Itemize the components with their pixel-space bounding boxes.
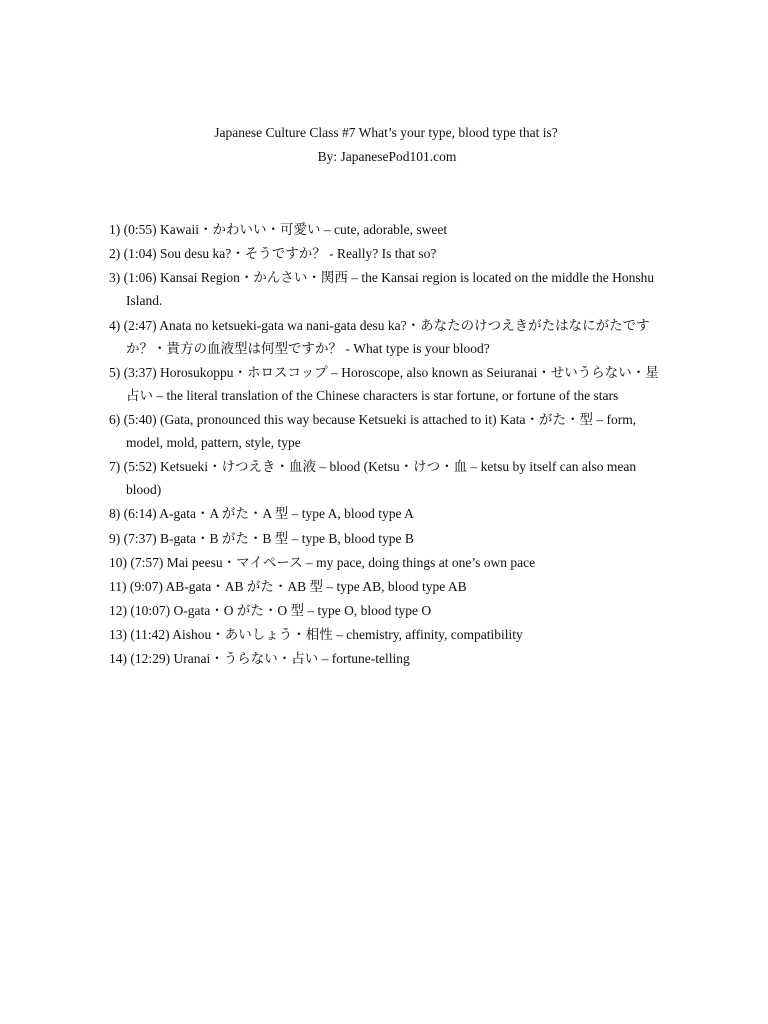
list-item: 10) (7:57) Mai peesu・マイペース – my pace, doing things at one’s own pace xyxy=(109,554,536,570)
list-item: 13) (11:42) Aishou・あいしょう・相性 – chemistry, affinity, compatibility xyxy=(109,627,523,643)
list-item: 3) (1:06) Kansai Region・かんさい・関西 – the Kansai region is located on the middle the Honshu Island. xyxy=(109,270,655,309)
list-item: 6) (5:40) (Gata, pronounced this way because Ketsueki is attached to it) Kata・がた・型 – form, model, mold, pattern, style, type xyxy=(109,411,637,450)
list-item: 14) (12:29) Uranai・うらない・占い – fortune-telling xyxy=(109,651,410,667)
list-item: 12) (10:07) O-gata・O がた・O 型 – type O, blood type O xyxy=(109,603,432,619)
list-item: 8) (6:14) A-gata・A がた・A 型 – type A, blood type A xyxy=(109,506,414,522)
list-item: 7) (5:52) Ketsueki・けつえき・血液 – blood (Ketsu・けつ・血 – ketsu by itself can also mean blood) xyxy=(109,459,637,498)
document-title: Japanese Culture Class #7 What’s your type, blood type that is? xyxy=(214,125,558,140)
document-header xyxy=(0,121,768,169)
list-item: 4) (2:47) Anata no ketsueki-gata wa nani-gata desu ka?・あなたのけつえきがたはなにがたですか？・貴方の血液型は何型ですか？ - What type is your blood? xyxy=(109,317,650,356)
list-item: 9) (7:37) B-gata・B がた・B 型 – type B, blood type B xyxy=(109,530,414,546)
document-byline: By: JapanesePod101.com xyxy=(317,149,457,164)
list-item: 1) (0:55) Kawaii・かわいい・可愛い – cute, adorable, sweet xyxy=(109,222,448,237)
list-item: 11) (9:07) AB-gata・AB がた・AB 型 – type AB, blood type AB xyxy=(109,578,467,594)
vocabulary-list xyxy=(109,218,661,672)
list-item: 2) (1:04) Sou desu ka?・そうですか？ - Really? Is that so? xyxy=(109,246,437,262)
list-item: 5) (3:37) Horosukoppu・ホロスコップ – Horoscope, also known as Seiuranai・せいうらない・星占い – the literal translation of the Chinese characters is star fortune, or fortune of the stars xyxy=(109,364,659,403)
